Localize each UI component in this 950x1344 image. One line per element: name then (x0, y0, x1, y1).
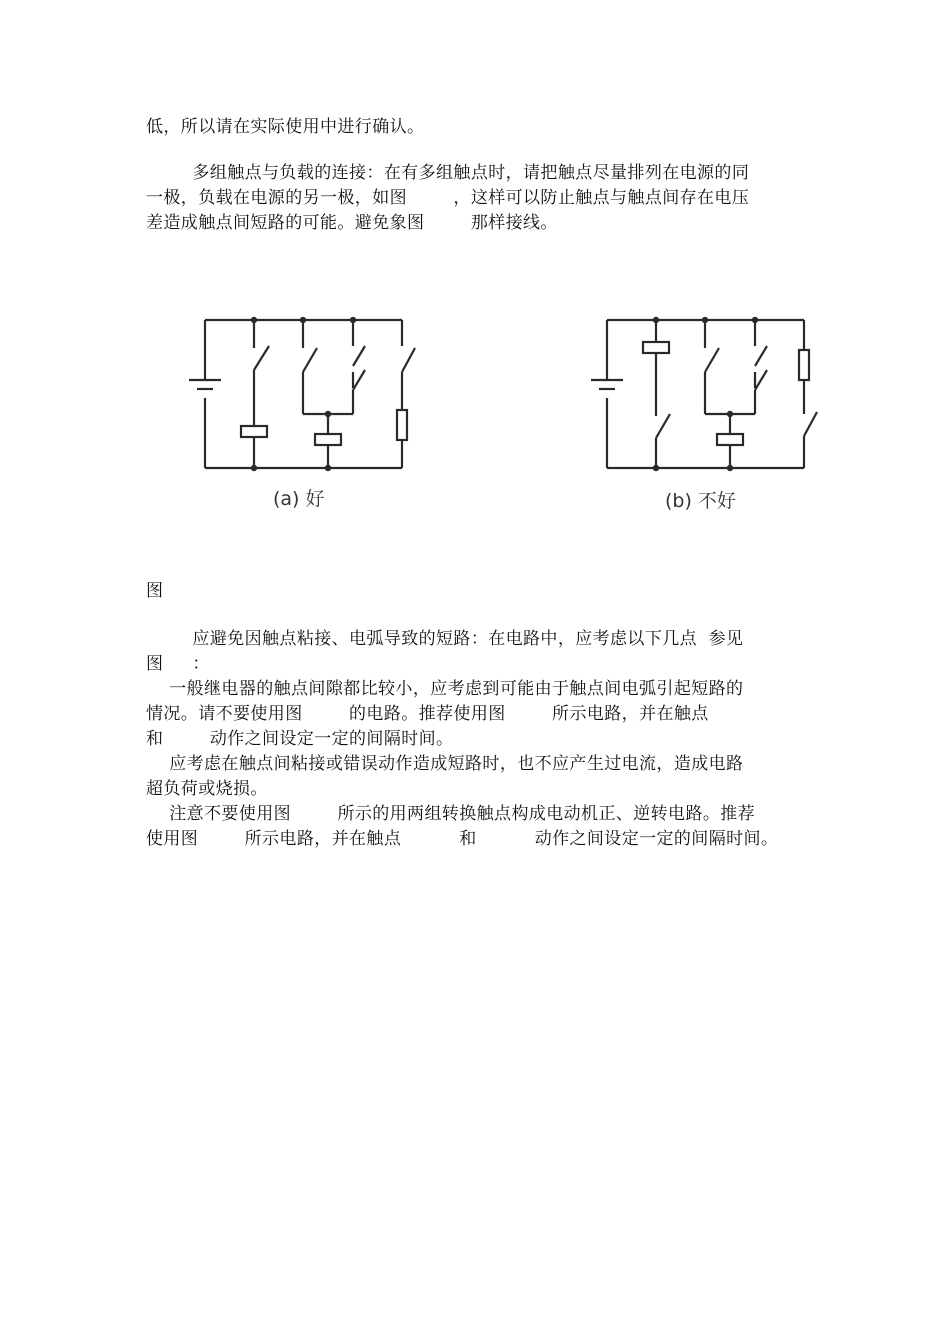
line-13: 注意不要使用图 所示的用两组转换触点构成电动机正、逆转电路。推荐 (146, 804, 756, 824)
line-7: 图 ： (146, 654, 210, 674)
line-9: 情况。请不要使用图 的电路。推荐使用图 所示电路，并在触点 (146, 704, 709, 724)
circuit-b-branch-1 (643, 320, 670, 468)
circuit-b-branch-2 (705, 320, 767, 468)
figure-label: 图 (146, 581, 164, 601)
caption-a: (a) 好 (273, 488, 325, 510)
line-10: 和 动作之间设定一定的间隔时间。 (146, 729, 454, 749)
line-1: 低，所以请在实际使用中进行确认。 (146, 117, 425, 137)
caption-b: (b) 不好 (665, 490, 736, 512)
line-6: 应避免因触点粘接、电弧导致的短路：在电路中，应考虑以下几点 参见 (146, 629, 744, 649)
line-14: 使用图 所示电路，并在触点 和 动作之间设定一定的间隔时间。 (146, 829, 779, 849)
circuit-a-branch-2 (303, 320, 365, 468)
line-8: 一般继电器的触点间隙都比较小，应考虑到可能由于触点间电弧引起短路的 (146, 679, 744, 699)
line-3: 一极，负载在电源的另一极，如图 ，这样可以防止触点与触点间存在电压 (146, 188, 750, 208)
circuit-diagram-a (175, 310, 435, 480)
circuit-diagram-b (577, 310, 837, 480)
circuit-a-branch-3 (397, 348, 415, 440)
line-2: 多组触点与负载的连接：在有多组触点时，请把触点尽量排列在电源的同 (146, 163, 750, 183)
line-12: 超负荷或烧损。 (146, 779, 268, 799)
line-11: 应考虑在触点间粘接或错误动作造成短路时，也不应产生过电流，造成电路 (146, 754, 744, 774)
line-4: 差造成触点间短路的可能。避免象图 那样接线。 (146, 213, 558, 233)
circuit-b-branch-3 (799, 320, 817, 468)
circuit-b-frame (591, 320, 804, 468)
circuit-a-branch-1 (241, 320, 269, 468)
circuit-a-frame (189, 320, 402, 468)
